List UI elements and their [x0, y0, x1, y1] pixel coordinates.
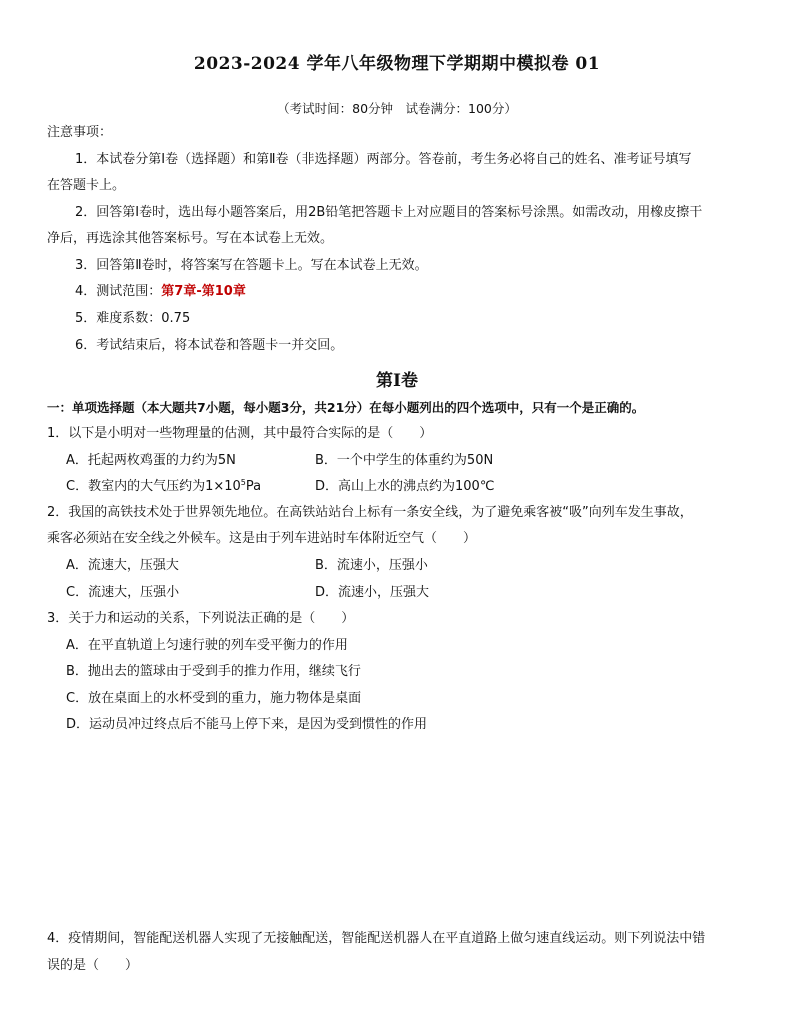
- question-2-option-a: A．流速大，压强大: [66, 558, 179, 573]
- option-c-text: C．教室内的大气压约为1×10: [66, 479, 241, 494]
- note-2-line2: 净后，再选涂其他答案标号。写在本试卷上无效。: [47, 231, 334, 246]
- question-1-option-d: D．高山上水的沸点约为100℃: [315, 479, 495, 494]
- note-4-prefix: 4．测试范围：: [75, 284, 162, 299]
- note-5: 5．难度系数：0.75: [75, 311, 191, 326]
- question-1-option-a: A．托起两枚鸡蛋的力约为5N: [66, 453, 236, 468]
- note-4: [75, 283, 246, 301]
- note-1-line2: 在答题卡上。: [47, 178, 126, 193]
- option-c-unit: Pa: [245, 479, 262, 494]
- notes-heading: 注意事项：: [47, 125, 113, 140]
- note-1-line1: 1．本试卷分第Ⅰ卷（选择题）和第Ⅱ卷（非选择题）两部分。答卷前，考生务必将自己的姓名、准考证号填写: [75, 152, 692, 167]
- question-1-option-c: [66, 478, 261, 496]
- question-2-stem-line2: 乘客必须站在安全线之外候车。这是由于列车进站时车体附近空气（ ）: [47, 531, 477, 546]
- exam-info: （考试时间：80分钟 试卷满分：100分）: [277, 101, 517, 116]
- question-3-option-c: C．放在桌面上的水杯受到的重力，施力物体是桌面: [66, 691, 362, 706]
- section-title: 第Ⅰ卷: [376, 371, 418, 391]
- question-2-option-d: D．流速小，压强大: [315, 585, 430, 600]
- option-c-exponent: 5: [240, 478, 246, 487]
- question-2-option-b: B．流速小，压强小: [315, 558, 428, 573]
- question-3-option-d: D．运动员冲过终点后不能马上停下来，是因为受到惯性的作用: [66, 717, 428, 732]
- question-4-stem-line2: 误的是（ ）: [47, 958, 139, 973]
- paper-title: 2023-2024 学年八年级物理下学期期中模拟卷 01: [193, 54, 601, 74]
- part-heading-bold: 一：单项选择题（本大题共7小题，每小题3分，共21分）: [47, 400, 370, 415]
- note-2-line1: 2．回答第Ⅰ卷时，选出每小题答案后，用2B铅笔把答题卡上对应题目的答案标号涂黑。如需改动，用橡皮擦干: [75, 205, 703, 220]
- test-range: 第7章-第10章: [161, 284, 246, 299]
- note-3: 3．回答第Ⅱ卷时，将答案写在答题卡上。写在本试卷上无效。: [75, 258, 428, 273]
- question-3-option-a: A．在平直轨道上匀速行驶的列车受平衡力的作用: [66, 638, 348, 653]
- question-2-option-c: C．流速大，压强小: [66, 585, 180, 600]
- question-3-stem: 3．关于力和运动的关系，下列说法正确的是（ ）: [47, 611, 355, 626]
- note-6: 6．考试结束后，将本试卷和答题卡一并交回。: [75, 338, 344, 353]
- part-heading-rest: 在每小题列出的四个选项中，只有一个是正确的。: [369, 400, 645, 415]
- question-3-option-b: B．抛出去的篮球由于受到手的推力作用，继续飞行: [66, 664, 361, 679]
- question-4-stem-line1: 4．疫情期间，智能配送机器人实现了无接触配送，智能配送机器人在平直道路上做匀速直线运动。则下列说法中错: [47, 931, 706, 946]
- question-1-stem: 1．以下是小明对一些物理量的估测，其中最符合实际的是（ ）: [47, 426, 433, 441]
- part-heading: [47, 398, 644, 416]
- question-1-option-b: B．一个中学生的体重约为50N: [315, 453, 494, 468]
- question-2-stem-line1: 2．我国的高铁技术处于世界领先地位。在高铁站站台上标有一条安全线，为了避免乘客被“吸”向列车发生事故，: [47, 505, 693, 520]
